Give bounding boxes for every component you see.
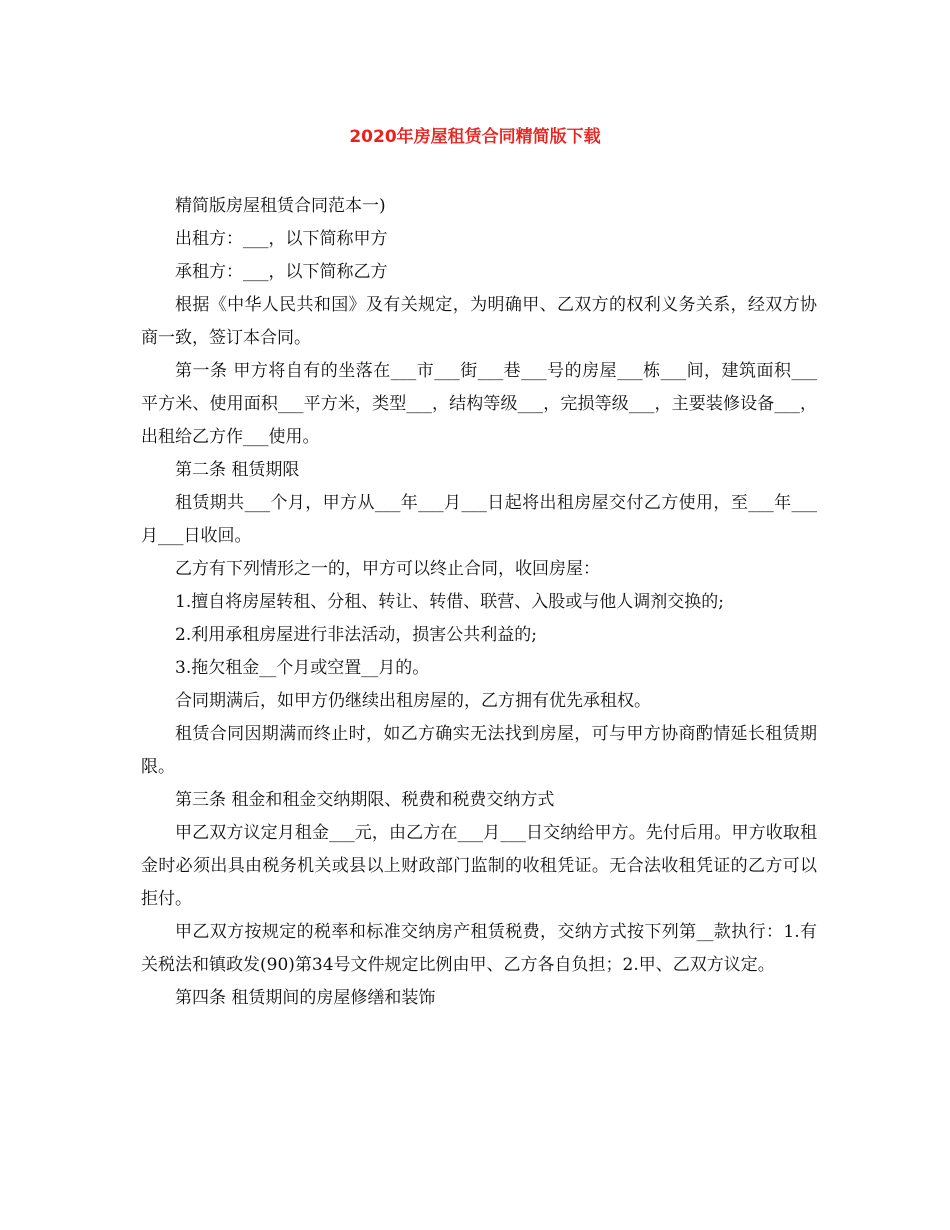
paragraph: 精简版房屋租赁合同范本一) — [175, 196, 386, 216]
list-item: 3.拖欠租金__个月或空置__月的。 — [175, 658, 430, 678]
paragraph: 租赁合同因期满而终止时，如乙方确实无法找到房屋，可与甲方协商酌情延长租赁期限。 — [141, 724, 817, 777]
document-body — [141, 190, 817, 1015]
paragraph: 出租方：___，以下简称甲方 — [175, 229, 388, 249]
paragraph: 租赁期共___个月，甲方从___年___月___日起将出租房屋交付乙方使用，至___年___月___日收回。 — [141, 493, 817, 546]
paragraph: 甲乙双方按规定的税率和标准交纳房产租赁税费，交纳方式按下列第__款执行：1.有关税法和镇政发(90)第34号文件规定比例由甲、乙方各自负担；2.甲、乙双方议定。 — [141, 922, 817, 975]
list-item: 1.擅自将房屋转租、分租、转让、转借、联营、入股或与他人调剂交换的; — [175, 592, 724, 612]
document-title: 2020年房屋租赁合同精简版下载 — [349, 127, 601, 147]
section-heading: 第四条 租赁期间的房屋修缮和装饰 — [175, 988, 436, 1008]
section-heading: 第二条 租赁期限 — [175, 460, 300, 480]
paragraph: 乙方有下列情形之一的，甲方可以终止合同，收回房屋： — [175, 559, 600, 579]
section-heading: 第三条 租金和租金交纳期限、税费和税费交纳方式 — [175, 790, 555, 810]
paragraph: 甲乙双方议定月租金___元，由乙方在___月___日交纳给甲方。先付后用。甲方收取租金时必须出具由税务机关或县以上财政部门监制的收租凭证。无合法收租凭证的乙方可以拒付。 — [141, 823, 817, 909]
paragraph: 第一条 甲方将自有的坐落在___市___街___巷___号的房屋___栋___间，建筑面积___平方米、使用面积___平方米，类型___，结构等级___，完损等级___，主要装修设备___，出租给乙方作___使用。 — [141, 361, 817, 447]
paragraph: 根据《中华人民共和国》及有关规定，为明确甲、乙双方的权利义务关系，经双方协商一致，签订本合同。 — [141, 295, 817, 348]
list-item: 2.利用承租房屋进行非法活动，损害公共利益的; — [175, 625, 537, 645]
paragraph: 承租方：___，以下简称乙方 — [175, 262, 388, 282]
paragraph: 合同期满后，如甲方仍继续出租房屋的，乙方拥有优先承租权。 — [175, 691, 651, 711]
